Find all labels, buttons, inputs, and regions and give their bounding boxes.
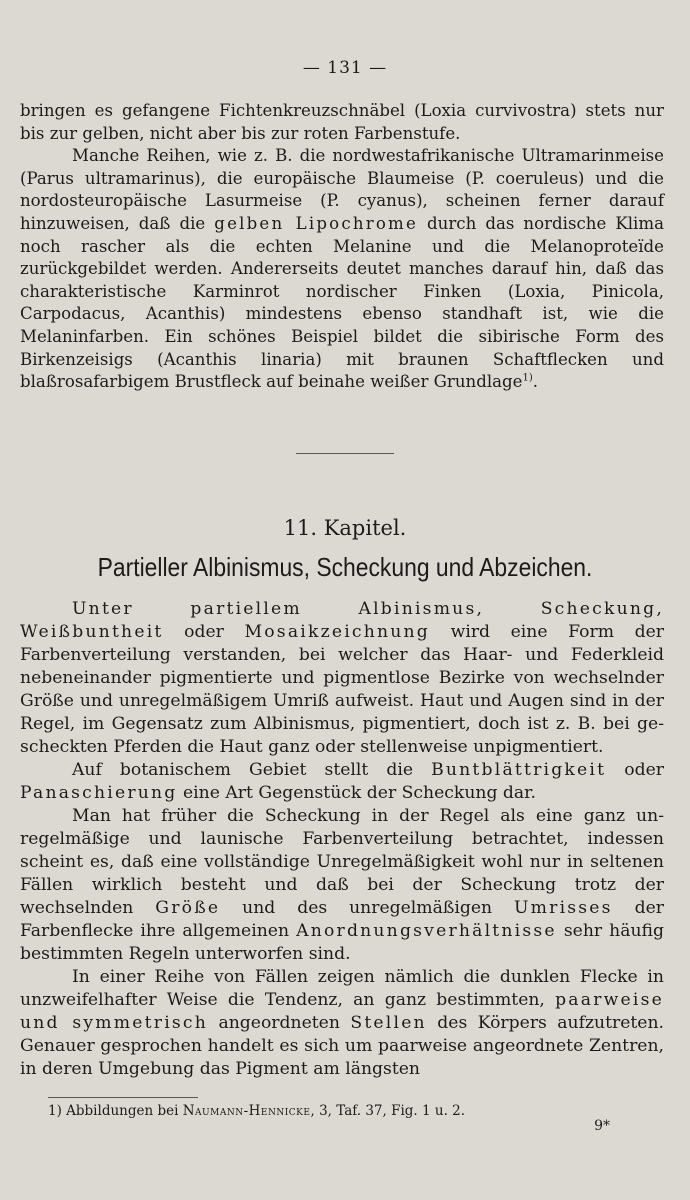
spaced-emphasis: Umrisses [513, 898, 613, 918]
text-run: oder [606, 760, 664, 780]
chapter-text-block [20, 598, 664, 1081]
footnote-author: Naumann-Hennicke [182, 1103, 311, 1119]
paragraph [20, 966, 664, 1081]
footnote-text-after: , 3, Taf. 37, Fig. 1 u. 2. [310, 1103, 466, 1119]
text-run: bringen es gefangene Fichtenkreuzschnäbel (Loxia curvivostra) stets nur bis zur gelben, nicht aber bis zur roten Farbenstufe. [20, 101, 664, 143]
text-run: eine Art Gegenstück der Scheckung dar. [177, 783, 536, 803]
paragraph [20, 145, 664, 394]
footnote-divider [48, 1097, 198, 1098]
footnote-text-before: Abbildungen bei [61, 1103, 183, 1119]
top-text-block [20, 100, 664, 394]
text-run: Manche Reihen, wie z. B. die nordwestafrikanische Ultramarinmeise (Parus ultramarinus), die europäische Blaumeise (P. coeruleus) und die nordosteuropäische Lasurmeise (P. cyanus), scheinen ferner darauf hinzuweisen, daß die [20, 146, 664, 233]
spaced-emphasis: gelben Lipochrome [214, 213, 418, 233]
text-run: . [532, 372, 539, 392]
footnote-reference: 1) [522, 372, 533, 384]
spaced-emphasis: Buntblättrigkeit [431, 760, 607, 780]
spaced-emphasis: Größe [155, 898, 221, 918]
text-run: In einer Reihe von Fällen zeigen nämlich die dunklen Flecke in unzweifelhafter Weise die Tendenz, an ganz bestimmten, [20, 967, 664, 1010]
spaced-emphasis: Stellen [350, 1013, 427, 1033]
signature-mark: 9* [594, 1118, 610, 1134]
text-run: durch das nordische Klima noch rascher als die echten Melanine und die Melanoproteïde zurückgebildet werden. Andererseits deutet manches darauf hin, daß das charakteristische Karminrot nordischer Finken (Loxia, Pinicola, Carpodacus, Acanthis) mindestens ebenso standhaft ist, wie die Melaninfarben. Ein schönes Beispiel bildet die sibirische Form des Birkenzeisigs (Acanthis linaria) mit braunen Schaftflecken und blaßrosafarbigem Brustfleck auf beinahe weißer Grundlage [20, 213, 664, 392]
text-run: angeordneten [208, 1013, 351, 1033]
spaced-emphasis: paarweise und symmetrisch [20, 990, 664, 1033]
paragraph [20, 598, 664, 759]
footnote-marker: 1) [48, 1103, 62, 1119]
text-run: oder [163, 622, 245, 642]
paragraph [20, 805, 664, 966]
text-run: Auf botanischem Gebiet stellt die [72, 760, 432, 780]
footnote [48, 1102, 608, 1120]
chapter-number: 11. Kapitel. [283, 516, 407, 540]
text-run: und des unregelmäßigen [220, 898, 514, 918]
text-run: Man hat früher die Scheckung in der Regel als eine ganz unregelmäßige und launische Farbenverteilung betrachtet, indessen scheint es, daß eine vollständige Unregelmäßigkeit wohl nur in seltenen Fällen wirklich besteht und daß bei der Scheckung trotz der wechselnden [20, 806, 664, 918]
section-divider [296, 453, 394, 454]
text-run: sehr häufig bestimmten Regeln unterworfen sind. [20, 921, 664, 964]
spaced-emphasis: Unter partiellem Albinismus, Scheckung, Weißbuntheit [20, 599, 664, 642]
spaced-emphasis: Anordnungsverhältnisse [296, 921, 557, 941]
text-run: der Farbenflecke ihre allgemeinen [20, 898, 664, 941]
paragraph [20, 100, 664, 145]
spaced-emphasis: Panaschierung [20, 783, 178, 803]
text-run: des Körpers aufzutreten. Genauer gesprochen handelt es sich um paarweise angeordnete Zentren, in deren Umgebung das Pigment am längsten [20, 1013, 665, 1079]
text-run: wird eine Form der Farbenverteilung verstanden, bei welcher das Haar- und Federkleid nebeneinander pigmentierte und pigmentlose Bezirke von wechselnder Größe und unregelmäßigem Umriß aufweist. Haut und Augen sind in der Regel, im Gegensatz zum Albinismus, pigmentiert, doch ist z. B. bei gescheckten Pferden die Haut ganz oder stellenweise unpigmentiert. [20, 622, 664, 757]
spaced-emphasis: Mosaikzeichnung [244, 622, 431, 642]
page-number: — 131 — [302, 58, 388, 78]
chapter-title: Partieller Albinismus, Scheckung und Abzeichen. [97, 552, 593, 582]
paragraph [20, 759, 664, 805]
